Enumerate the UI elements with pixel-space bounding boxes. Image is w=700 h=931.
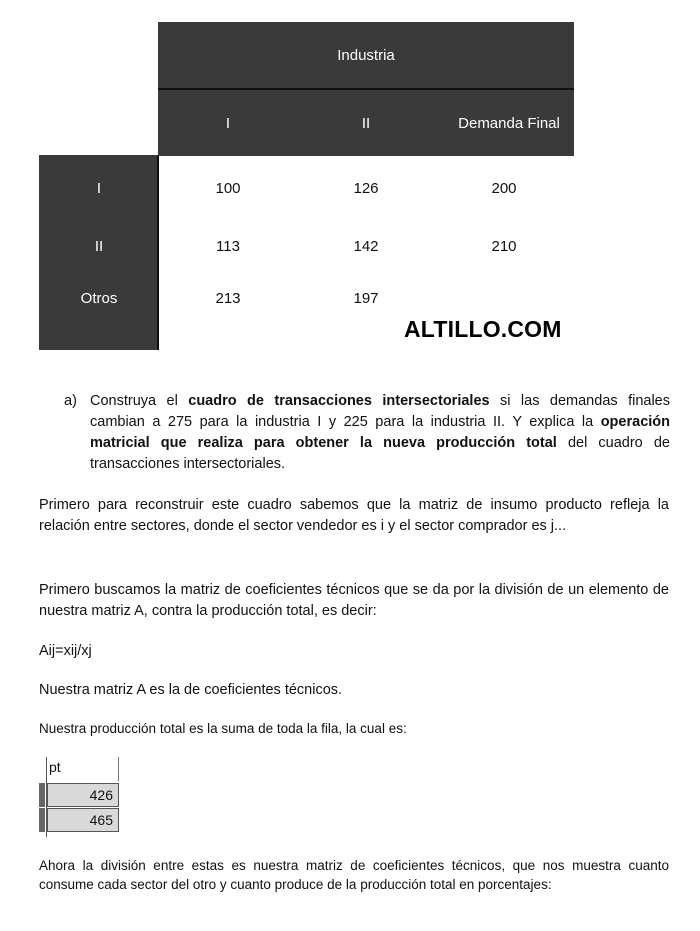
row-marker: [39, 783, 45, 807]
divider: [118, 757, 119, 781]
table-cell: 100: [215, 180, 241, 197]
header-divider: [158, 88, 574, 90]
table-cell: 197: [353, 290, 379, 307]
row-header-otros: Otros: [80, 290, 118, 307]
row-header-ii: II: [94, 238, 104, 255]
table-cell: 142: [353, 238, 379, 255]
table-cell: 213: [215, 290, 241, 307]
paragraph: Nuestra producción total es la suma de toda la fila, la cual es:: [39, 721, 407, 736]
column-header-i: I: [225, 115, 231, 132]
paragraph: Primero para reconstruir este cuadro sabemos que la matriz de insumo producto refleja la relación entre sectores, donde el sector vendedor es i y el sector comprador es j...: [39, 497, 669, 534]
input-output-table: [0, 0, 700, 360]
table-cell: 126: [353, 180, 379, 197]
paragraph: Primero buscamos la matriz de coeficientes técnicos que se da por la división de un elemento de nuestra matriz A, contra la producción total, es decir:: [39, 582, 669, 619]
table-cell: 210: [491, 238, 517, 255]
row-header-i: I: [96, 180, 102, 197]
pt-header-label: pt: [49, 759, 61, 775]
column-header-final-demand: Demanda Final: [458, 115, 560, 132]
row-marker: [39, 808, 45, 832]
list-marker: a): [64, 393, 77, 409]
paragraph: Nuestra matriz A es la de coeficientes técnicos.: [39, 682, 343, 698]
paragraph: Ahora la división entre estas es nuestra matriz de coeficientes técnicos, que nos muestra cuanto consume cada sector del otro y cuanto produce de la producción total en porcentajes:: [39, 858, 669, 892]
pt-value: 426: [47, 783, 119, 807]
table-cell: 113: [216, 238, 240, 255]
table-cell: 200: [491, 180, 517, 197]
industry-header: Industria: [337, 47, 395, 64]
pt-value: 465: [47, 808, 119, 832]
pt-header: [39, 757, 119, 781]
watermark: ALTILLO.COM: [404, 316, 562, 342]
question-text: Construya el cuadro de transacciones intersectoriales si las demandas finales cambian a 275 para la industria I y 225 para la industria II. Y explica la operación matricial que realiza para obtener la nueva producción total del cuadro de transacciones intersectoriales.: [90, 393, 670, 472]
question-a: [64, 391, 670, 475]
column-header-ii: II: [361, 115, 371, 132]
table-row: [39, 783, 119, 807]
table-row: [39, 808, 119, 832]
formula: Aij=xij/xj: [39, 643, 92, 659]
